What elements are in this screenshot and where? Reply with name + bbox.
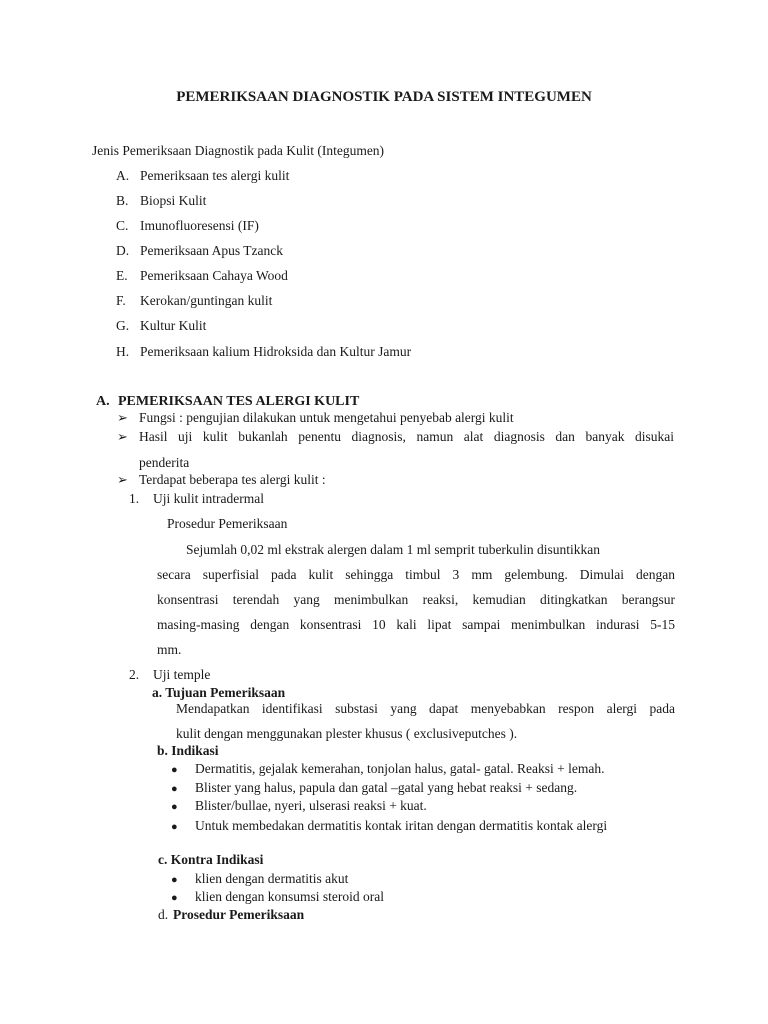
list-item-letter: A. bbox=[116, 168, 130, 183]
bullet-icon: ● bbox=[171, 801, 178, 813]
list-item-letter: H. bbox=[116, 344, 130, 359]
tujuan-text: Mendapatkan identifikasi substasi yang dapat menyebabkan respon alergi pada bbox=[176, 701, 675, 716]
test-number: 1. bbox=[129, 491, 140, 506]
list-item-letter: B. bbox=[116, 193, 129, 208]
bullet-icon: ● bbox=[171, 874, 178, 886]
bullet-icon: ● bbox=[171, 783, 178, 795]
list-item: Imunofluoresensi (IF) bbox=[140, 218, 259, 233]
kontra-item: klien dengan dermatitis akut bbox=[195, 871, 349, 886]
list-item-letter: E. bbox=[116, 268, 128, 283]
paragraph-line: secara superfisial pada kulit sehingga timbul 3 mm gelembung. Dimulai dengan bbox=[157, 567, 675, 582]
list-item-letter: F. bbox=[116, 293, 126, 308]
list-item: Biopsi Kulit bbox=[140, 193, 207, 208]
arrow-bullet-icon: ➢ bbox=[117, 472, 128, 487]
tujuan-text: kulit dengan menggunakan plester khusus ( exclusiveputches ). bbox=[176, 726, 518, 741]
arrow-item: Hasil uji kulit bukanlah penentu diagnosis, namun alat diagnosis dan banyak disukai bbox=[139, 429, 674, 444]
prosedur-label: Prosedur Pemeriksaan bbox=[173, 907, 305, 922]
list-item: Kerokan/guntingan kulit bbox=[140, 293, 273, 308]
list-item-letter: D. bbox=[116, 243, 130, 258]
indikasi-item: Blister yang halus, papula dan gatal –gatal yang hebat reaksi + sedang. bbox=[195, 780, 578, 795]
kontra-label: c. Kontra Indikasi bbox=[158, 852, 264, 867]
indikasi-item: Blister/bullae, nyeri, ulserasi reaksi + kuat. bbox=[195, 798, 427, 813]
list-item: Pemeriksaan Apus Tzanck bbox=[140, 243, 283, 258]
section-a-letter: A. bbox=[96, 394, 110, 409]
intro-text: Jenis Pemeriksaan Diagnostik pada Kulit (Integumen) bbox=[92, 143, 385, 158]
bullet-icon: ● bbox=[171, 764, 178, 776]
kontra-item: klien dengan konsumsi steroid oral bbox=[195, 889, 384, 904]
paragraph-line: konsentrasi terendah yang menimbulkan reaksi, kemudian ditingkatkan berangsur bbox=[157, 592, 675, 607]
test-name: Uji kulit intradermal bbox=[153, 491, 264, 506]
bullet-icon: ● bbox=[171, 821, 178, 833]
prosedur-prefix: d. bbox=[158, 907, 169, 922]
paragraph-line: mm. bbox=[157, 642, 182, 657]
list-item-letter: G. bbox=[116, 318, 130, 333]
indikasi-label: b. Indikasi bbox=[157, 743, 219, 758]
paragraph-line: Sejumlah 0,02 ml ekstrak alergen dalam 1 ml semprit tuberkulin disuntikkan bbox=[186, 542, 601, 557]
list-item: Kultur Kulit bbox=[140, 318, 207, 333]
arrow-item: Terdapat beberapa tes alergi kulit : bbox=[139, 472, 326, 487]
list-item: Pemeriksaan kalium Hidroksida dan Kultur Jamur bbox=[140, 344, 412, 359]
tujuan-label: a. Tujuan Pemeriksaan bbox=[152, 685, 286, 700]
bullet-icon: ● bbox=[171, 892, 178, 904]
arrow-bullet-icon: ➢ bbox=[117, 429, 128, 444]
indikasi-item: Dermatitis, gejalak kemerahan, tonjolan halus, gatal- gatal. Reaksi + lemah. bbox=[195, 761, 605, 776]
list-item: Pemeriksaan tes alergi kulit bbox=[140, 168, 290, 183]
arrow-item-continuation: penderita bbox=[139, 455, 190, 470]
test-name: Uji temple bbox=[153, 667, 211, 682]
paragraph-line: masing-masing dengan konsentrasi 10 kali lipat sampai menimbulkan indurasi 5-15 bbox=[157, 617, 675, 632]
test-number: 2. bbox=[129, 667, 140, 682]
arrow-item: Fungsi : pengujian dilakukan untuk mengetahui penyebab alergi kulit bbox=[139, 410, 514, 425]
arrow-bullet-icon: ➢ bbox=[117, 410, 128, 425]
list-item: Pemeriksaan Cahaya Wood bbox=[140, 268, 288, 283]
list-item-letter: C. bbox=[116, 218, 129, 233]
procedure-label: Prosedur Pemeriksaan bbox=[167, 516, 288, 531]
indikasi-item: Untuk membedakan dermatitis kontak iritan dengan dermatitis kontak alergi bbox=[195, 818, 608, 833]
page-title: PEMERIKSAAN DIAGNOSTIK PADA SISTEM INTEGUMEN bbox=[176, 89, 592, 105]
section-a-heading: PEMERIKSAAN TES ALERGI KULIT bbox=[118, 394, 360, 409]
